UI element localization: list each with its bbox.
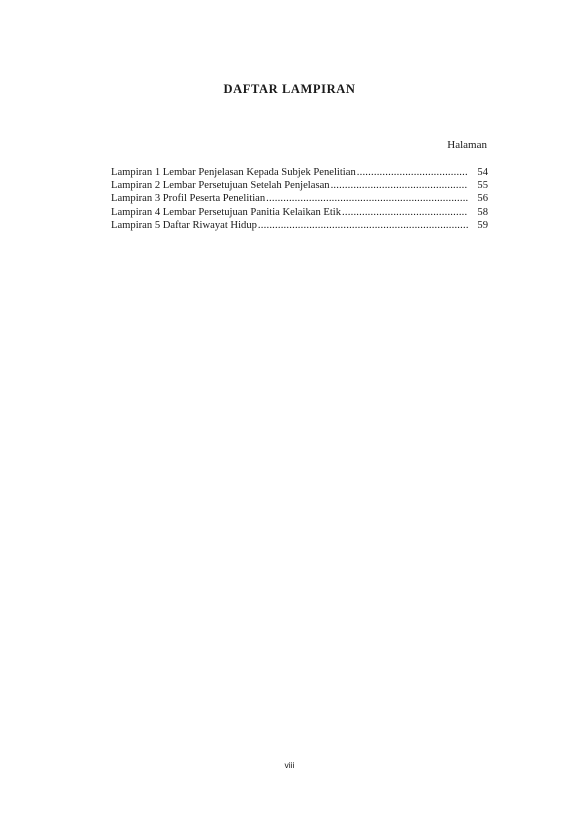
dot-leader — [258, 219, 468, 232]
appendix-entry-label: Lampiran 2 Lembar Persetujuan Setelah Penjelasan — [111, 180, 330, 192]
appendix-entry-page: 55 — [477, 180, 488, 192]
appendix-entry-label: Lampiran 3 Profil Peserta Penelitian — [111, 193, 266, 205]
dot-leader — [342, 206, 468, 219]
appendix-entry-page: 54 — [477, 167, 488, 178]
appendix-entry[interactable] — [111, 166, 488, 179]
page-title: DAFTAR LAMPIRAN — [223, 82, 356, 96]
appendix-entry-label: Lampiran 1 Lembar Penjelasan Kepada Subjek Penelitian — [111, 167, 356, 178]
appendix-entry-page: 58 — [477, 206, 488, 218]
appendix-entry-page: 59 — [477, 219, 488, 231]
appendix-entry-label: Lampiran 4 Lembar Persetujuan Panitia Kelaikan Etik — [111, 206, 342, 218]
appendix-list — [111, 166, 488, 232]
dot-leader — [266, 192, 468, 205]
dot-leader — [357, 166, 468, 179]
appendix-entry[interactable] — [111, 179, 488, 192]
page-number: viii — [284, 760, 295, 770]
appendix-entry[interactable] — [111, 206, 488, 219]
dot-leader — [331, 179, 468, 192]
appendix-entry-label: Lampiran 5 Daftar Riwayat Hidup — [111, 219, 257, 231]
appendix-entry[interactable] — [111, 192, 488, 205]
appendix-entry-page: 56 — [477, 193, 488, 205]
appendix-entry[interactable] — [111, 219, 488, 232]
page-column-header: Halaman — [447, 139, 487, 151]
